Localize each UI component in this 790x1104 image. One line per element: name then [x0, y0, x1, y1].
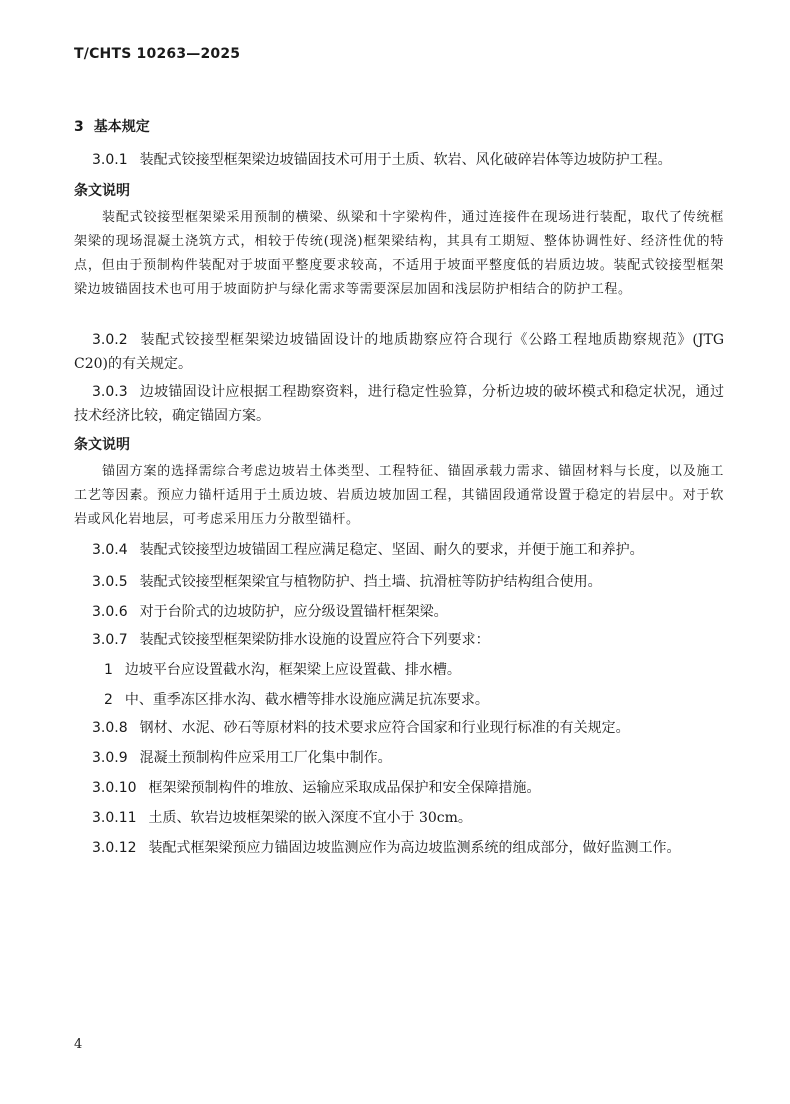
item-text: 中、重季冻区排水沟、截水槽等排水设施应满足抗冻要求。: [124, 692, 489, 708]
explanation-1: [74, 206, 724, 302]
clause-3-0-10: [74, 776, 724, 800]
explanation-text: 锚固方案的选择需综合考虑边坡岩土体类型、工程特征、锚固承载力需求、锚固材料与长度，以及施工工艺等因素。预应力锚杆适用于土质边坡、岩质边坡加固工程，其锚固段通常设置于稳定的岩层中。对于软岩或风化岩地层，可考虑采用压力分散型锚杆。: [74, 464, 724, 527]
explanation-2-title: [74, 434, 724, 454]
clause-3-0-5: [74, 570, 724, 594]
clause-number: 3.0.3: [92, 384, 128, 400]
clause-number: 3.0.12: [92, 840, 137, 856]
clause-number: 3.0.4: [92, 542, 128, 558]
clause-3-0-7: [74, 628, 724, 652]
clause-3-0-11: [74, 806, 724, 830]
clause-3-0-8: [74, 716, 724, 740]
clause-text: 框架梁预制构件的堆放、运输应采取成品保护和安全保障措施。: [148, 780, 541, 796]
clause-3-0-9: [74, 746, 724, 770]
explanation-title: 条文说明: [74, 437, 130, 453]
list-item-2: [74, 688, 724, 712]
clause-number: 3.0.11: [92, 810, 137, 826]
clause-text: 钢材、水泥、砂石等原材料的技术要求应符合国家和行业现行标准的有关规定。: [139, 720, 630, 736]
clause-number: 3.0.2: [92, 332, 128, 348]
explanation-title: 条文说明: [74, 183, 130, 199]
clause-number: 3.0.9: [92, 750, 128, 766]
clause-text: 装配式铰接型框架梁边坡锚固设计的地质勘察应符合现行《公路工程地质勘察规范》(JTG C20)的有关规定。: [74, 332, 724, 372]
section-title: 基本规定: [93, 119, 150, 135]
clause-3-0-12: [74, 836, 724, 860]
clause-number: 3.0.5: [92, 574, 128, 590]
clause-number: 3.0.7: [92, 632, 128, 648]
item-number: 2: [104, 692, 113, 708]
item-text: 边坡平台应设置截水沟，框架梁上应设置截、排水槽。: [124, 662, 461, 678]
clause-text: 装配式铰接型框架梁防排水设施的设置应符合下列要求：: [139, 632, 490, 648]
clause-3-0-1: [74, 148, 724, 172]
clause-3-0-3: [74, 380, 724, 428]
clause-number: 3.0.8: [92, 720, 128, 736]
clause-text: 对于台阶式的边坡防护，应分级设置锚杆框架梁。: [139, 604, 448, 620]
clause-text: 装配式铰接型边坡锚固工程应满足稳定、坚固、耐久的要求，并便于施工和养护。: [139, 542, 644, 558]
clause-3-0-6: [74, 600, 724, 624]
clause-text: 边坡锚固设计应根据工程勘察资料，进行稳定性验算，分析边坡的破坏模式和稳定状况，通过技术经济比较，确定锚固方案。: [74, 384, 724, 424]
clause-3-0-4: [74, 538, 724, 562]
clause-number: 3.0.1: [92, 152, 128, 168]
clause-text: 装配式框架梁预应力锚固边坡监测应作为高边坡监测系统的组成部分，做好监测工作。: [148, 840, 681, 856]
item-number: 1: [104, 662, 113, 678]
standard-number: T/CHTS 10263—2025: [74, 46, 241, 62]
explanation-1-title: [74, 180, 724, 200]
clause-number: 3.0.6: [92, 604, 128, 620]
clause-number: 3.0.10: [92, 780, 137, 796]
clause-text: 混凝土预制构件应采用工厂化集中制作。: [139, 750, 392, 766]
section-heading: [74, 116, 150, 136]
explanation-2: [74, 460, 724, 532]
clause-text: 土质、软岩边坡框架梁的嵌入深度不宜小于 30cm。: [148, 810, 472, 826]
page-number: 4: [74, 1037, 83, 1052]
explanation-text: 装配式铰接型框架梁采用预制的横梁、纵梁和十字梁构件，通过连接件在现场进行装配，取代了传统框架梁的现场混凝土浇筑方式，相较于传统(现浇)框架梁结构，其具有工期短、整体协调性好、经济性优的特点，但由于预制构件装配对于坡面平整度要求较高，不适用于坡面平整度低的岩质边坡。装配式铰接型框架梁边坡锚固技术也可用于坡面防护与绿化需求等需要深层加固和浅层防护相结合的防护工程。: [74, 210, 724, 297]
clause-text: 装配式铰接型框架梁边坡锚固技术可用于土质、软岩、风化破碎岩体等边坡防护工程。: [139, 152, 672, 168]
list-item-1: [74, 658, 724, 682]
section-number: 3: [74, 119, 84, 135]
clause-3-0-2: [74, 328, 724, 376]
clause-text: 装配式铰接型框架梁宜与植物防护、挡土墙、抗滑桩等防护结构组合使用。: [139, 574, 602, 590]
